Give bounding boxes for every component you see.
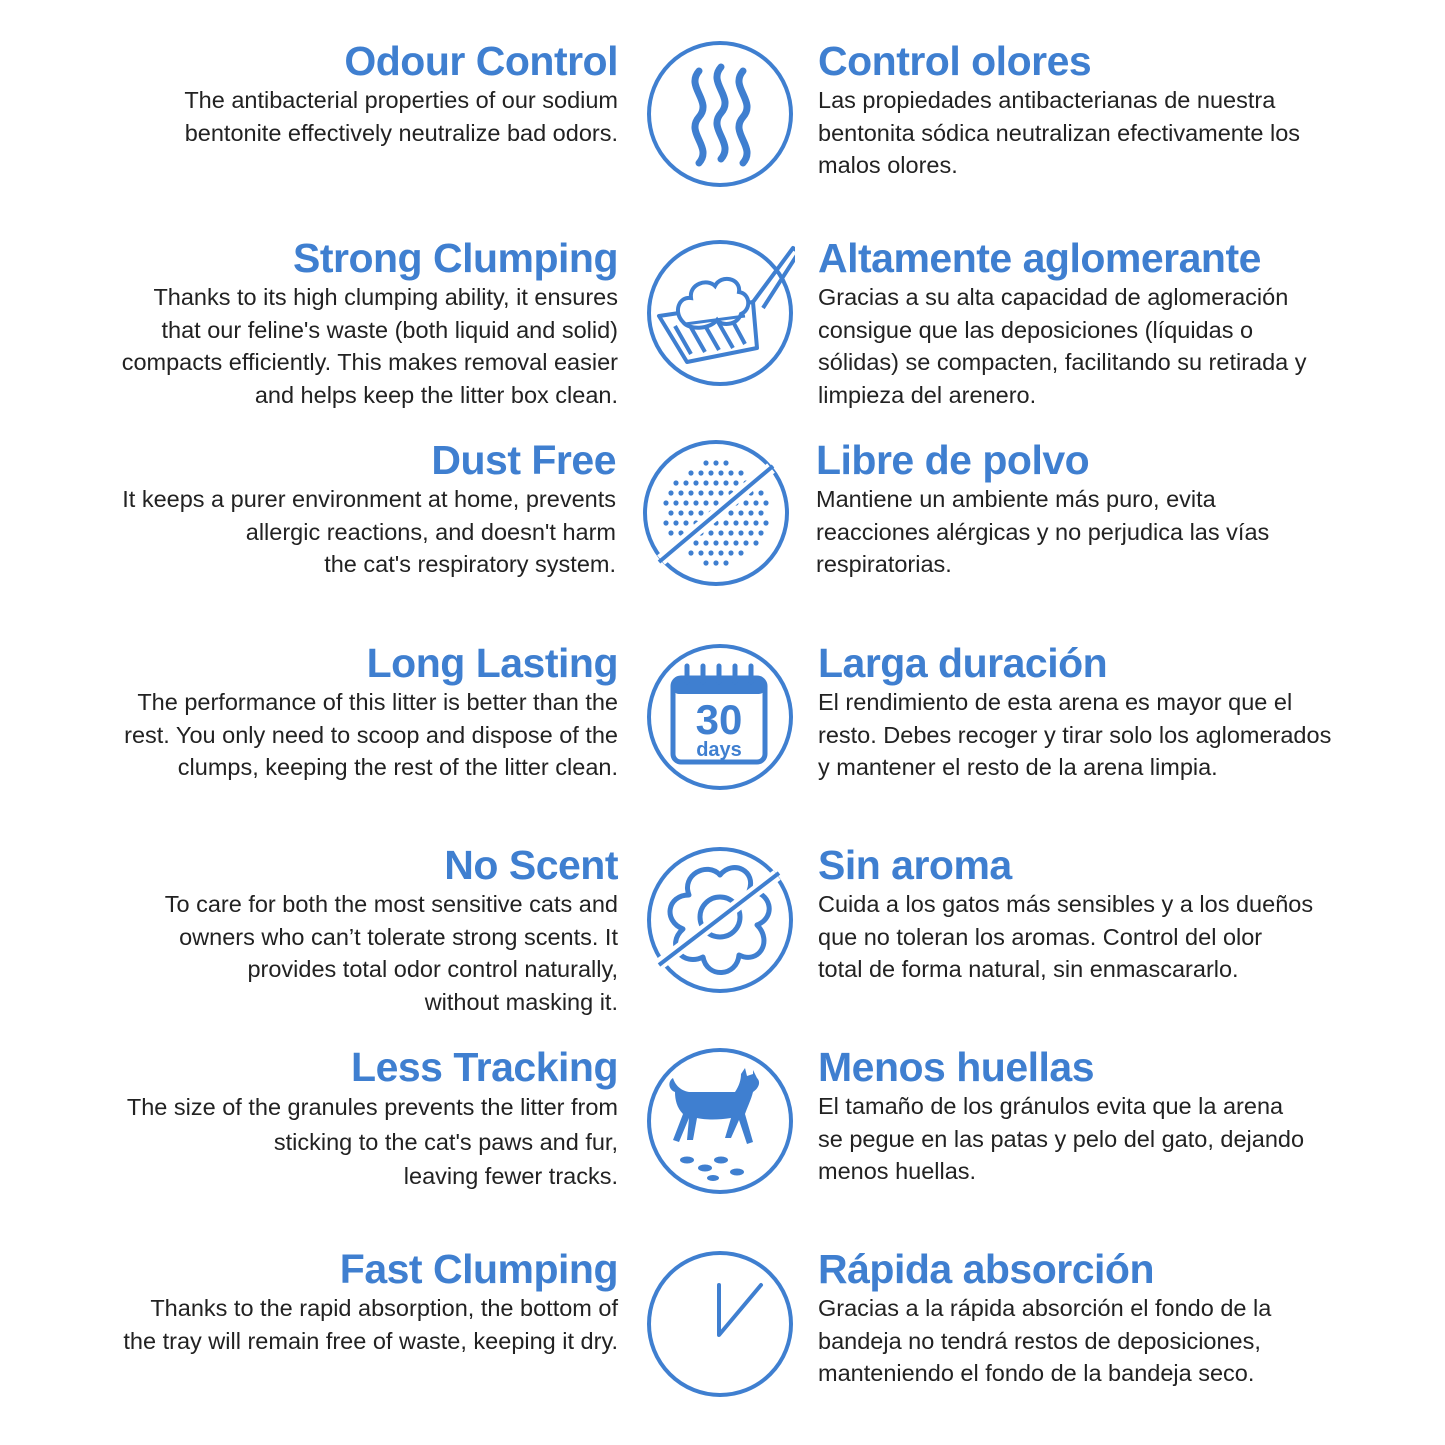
litter-scoop-icon — [645, 238, 795, 388]
dust-dot — [758, 510, 763, 515]
feature-en-block — [58, 640, 618, 784]
desc-line: compacts efficiently. This makes removal easier — [121, 349, 618, 375]
feature-desc-en — [58, 1292, 618, 1357]
clock-icon — [645, 1249, 795, 1399]
feature-desc-es — [818, 281, 1378, 411]
desc-line: rest. You only need to scoop and dispose of the — [124, 721, 618, 748]
dust-dot — [713, 480, 718, 485]
feature-es-block — [818, 235, 1378, 411]
desc-line: El rendimiento de esta arena es mayor que el — [818, 689, 1293, 715]
dust-dot — [668, 530, 673, 535]
feature-title-es: Control olores — [818, 38, 1092, 84]
dust-dot — [728, 510, 733, 515]
desc-line: malos olores. — [818, 152, 958, 178]
dust-dot — [673, 520, 678, 525]
dust-dot — [708, 530, 713, 535]
feature-title-en: Strong Clumping — [292, 235, 618, 281]
dust-dot — [703, 560, 708, 565]
feature-en-block — [58, 842, 618, 1018]
dust-dot — [728, 530, 733, 535]
desc-line: Gracias a su alta capacidad de aglomeración — [818, 284, 1289, 310]
no-scent-flower-icon — [645, 845, 795, 995]
dust-dot — [703, 460, 708, 465]
desc-line: owners who can’t tolerate strong scents. It — [179, 923, 618, 950]
dust-dot — [698, 490, 703, 495]
feature-title-es: Libre de polvo — [816, 437, 1090, 483]
dust-dot — [748, 530, 753, 535]
feature-es-block — [818, 38, 1378, 182]
feature-desc-en — [58, 84, 618, 149]
dust-dot — [668, 490, 673, 495]
dust-dot — [693, 540, 698, 545]
desc-line: It keeps a purer environment at home, prevents — [122, 486, 616, 512]
feature-title-en: Dust Free — [431, 437, 616, 483]
dust-dot — [713, 540, 718, 545]
dust-dot — [743, 500, 748, 505]
dust-dot — [683, 480, 688, 485]
desc-line: Las propiedades antibacterianas de nuestra — [818, 87, 1276, 113]
desc-line: bandeja no tendrá restos de deposiciones, — [818, 1327, 1261, 1354]
feature-title-en: Odour Control — [344, 38, 618, 84]
feature-title-es: Menos huellas — [818, 1044, 1095, 1090]
feature-desc-es — [818, 1090, 1378, 1188]
feature-es-block — [818, 1044, 1378, 1188]
desc-line: total de forma natural, sin enmascararlo. — [818, 956, 1239, 982]
desc-line: provides total odor control naturally, — [247, 956, 618, 982]
dust-dot — [733, 480, 738, 485]
desc-line: that our feline's waste (both liquid and solid) — [161, 316, 618, 343]
feature-desc-en — [56, 483, 616, 581]
dust-dot — [743, 540, 748, 545]
feature-en-block — [58, 1246, 618, 1357]
dust-dot — [723, 560, 728, 565]
dust-dot — [693, 500, 698, 505]
feature-desc-es — [818, 686, 1378, 784]
dust-dot — [723, 460, 728, 465]
desc-line: Gracias a la rápida absorción el fondo de la — [818, 1295, 1272, 1321]
dust-dot — [738, 550, 743, 555]
desc-line: the tray will remain free of waste, keeping it dry. — [123, 1327, 618, 1354]
feature-desc-en — [58, 686, 618, 784]
desc-line: respiratorias. — [816, 551, 952, 577]
desc-line: bentonita sódica neutralizan efectivamente los — [818, 119, 1301, 146]
desc-line: clumps, keeping the rest of the litter clean. — [177, 754, 618, 780]
feature-desc-es — [818, 1292, 1378, 1390]
dust-dot — [763, 520, 768, 525]
desc-line: without masking it. — [424, 988, 618, 1015]
feature-title-en: Fast Clumping — [339, 1246, 618, 1292]
feature-es-block — [816, 437, 1376, 581]
dust-dot — [698, 470, 703, 475]
dust-dot — [708, 470, 713, 475]
dust-dot — [673, 480, 678, 485]
desc-line: Cuida a los gatos más sensibles y a los dueños — [818, 891, 1314, 917]
dust-dot — [723, 540, 728, 545]
feature-en-block — [58, 1044, 618, 1194]
dust-dot — [713, 460, 718, 465]
dust-dot — [718, 550, 723, 555]
dust-dot — [673, 500, 678, 505]
feature-desc-en — [58, 281, 618, 411]
calendar-unit: days — [696, 739, 742, 761]
desc-line: leaving fewer tracks. — [403, 1163, 618, 1189]
feature-desc-en — [58, 888, 618, 1018]
cat-tracks-icon — [645, 1046, 795, 1196]
desc-line: bentonite effectively neutralize bad odors. — [184, 119, 618, 146]
feature-desc-es — [818, 888, 1378, 986]
dust-dot — [723, 520, 728, 525]
dust-dot — [753, 520, 758, 525]
desc-line: Thanks to its high clumping ability, it ensures — [153, 284, 618, 310]
feature-title-es: Larga duración — [818, 640, 1108, 686]
dust-dot — [743, 520, 748, 525]
desc-line: allergic reactions, and doesn't harm — [245, 518, 616, 545]
desc-line: reacciones alérgicas y no perjudica las vías — [816, 518, 1270, 545]
feature-title-en: Long Lasting — [366, 640, 618, 686]
feature-en-block — [56, 437, 616, 581]
desc-line: sólidas) se compacten, facilitando su retirada y — [818, 349, 1307, 375]
dust-dot — [698, 510, 703, 515]
dust-dot — [688, 510, 693, 515]
dust-dot — [678, 510, 683, 515]
dust-dot — [683, 500, 688, 505]
dust-dot — [703, 540, 708, 545]
desc-line: consigue que las deposiciones (líquidas o — [818, 316, 1254, 343]
dust-dot — [753, 540, 758, 545]
dust-dot — [703, 480, 708, 485]
feature-title-es: Sin aroma — [818, 842, 1012, 888]
dust-dot — [718, 530, 723, 535]
dust-dot — [758, 490, 763, 495]
dust-dot — [738, 470, 743, 475]
desc-line: The size of the granules prevents the litter from — [126, 1094, 618, 1120]
dust-dot — [688, 490, 693, 495]
dust-dot — [723, 480, 728, 485]
dust-dot — [668, 510, 673, 515]
dust-dot — [698, 550, 703, 555]
dust-dot — [693, 480, 698, 485]
desc-line: the cat's respiratory system. — [324, 551, 616, 577]
dust-dot — [663, 520, 668, 525]
dust-dot — [763, 500, 768, 505]
feature-desc-es — [816, 483, 1376, 581]
desc-line: manteniendo el fondo de la bandeja seco. — [818, 1360, 1255, 1386]
desc-line: The performance of this litter is better than the — [137, 689, 618, 715]
desc-line: and helps keep the litter box clean. — [254, 381, 618, 408]
desc-line: To care for both the most sensitive cats and — [164, 891, 618, 917]
desc-line: sticking to the cat's paws and fur, — [273, 1128, 618, 1155]
feature-en-block — [58, 235, 618, 411]
dust-dot — [758, 530, 763, 535]
desc-line: que no toleran los aromas. Control del olor — [818, 923, 1263, 950]
feature-es-block — [818, 1246, 1378, 1390]
dust-dot — [733, 540, 738, 545]
dust-dot — [728, 470, 733, 475]
dust-dot — [683, 520, 688, 525]
dust-dot — [748, 510, 753, 515]
dust-dot — [718, 490, 723, 495]
desc-line: The antibacterial properties of our sodium — [184, 87, 618, 113]
feature-title-es: Altamente aglomerante — [818, 235, 1261, 281]
desc-line: menos huellas. — [818, 1158, 977, 1184]
feature-es-block — [818, 640, 1378, 784]
dust-dot — [688, 550, 693, 555]
desc-line: resto. Debes recoger y tirar solo los aglomerados — [818, 721, 1332, 748]
desc-line: Thanks to the rapid absorption, the bottom of — [150, 1295, 618, 1321]
no-dust-icon — [641, 438, 791, 588]
feature-title-en: No Scent — [444, 842, 618, 888]
dust-dot — [708, 550, 713, 555]
dust-dot — [738, 510, 743, 515]
feature-desc-es — [818, 84, 1378, 182]
odor-waves-icon — [645, 39, 795, 189]
desc-line: limpieza del arenero. — [818, 381, 1037, 408]
feature-title-en: Less Tracking — [351, 1044, 618, 1090]
desc-line: El tamaño de los gránulos evita que la arena — [818, 1093, 1284, 1119]
dust-dot — [708, 490, 713, 495]
dust-dot — [733, 520, 738, 525]
feature-desc-en — [58, 1090, 618, 1194]
calendar-number: 30 — [695, 696, 743, 743]
dust-dot — [703, 500, 708, 505]
feature-en-block — [58, 38, 618, 149]
dust-dot — [688, 470, 693, 475]
calendar-30-days-icon — [645, 642, 795, 792]
feature-title-es: Rápida absorción — [818, 1246, 1155, 1292]
feature-es-block — [818, 842, 1378, 986]
dust-dot — [753, 500, 758, 505]
dust-dot — [718, 470, 723, 475]
dust-dot — [713, 560, 718, 565]
dust-dot — [678, 490, 683, 495]
dust-dot — [738, 530, 743, 535]
dust-dot — [728, 550, 733, 555]
desc-line: se pegue en las patas y pelo del gato, dejando — [818, 1125, 1305, 1152]
desc-line: Mantiene un ambiente más puro, evita — [816, 486, 1216, 512]
desc-line: y mantener el resto de la arena limpia. — [818, 754, 1218, 780]
dust-dot — [663, 500, 668, 505]
